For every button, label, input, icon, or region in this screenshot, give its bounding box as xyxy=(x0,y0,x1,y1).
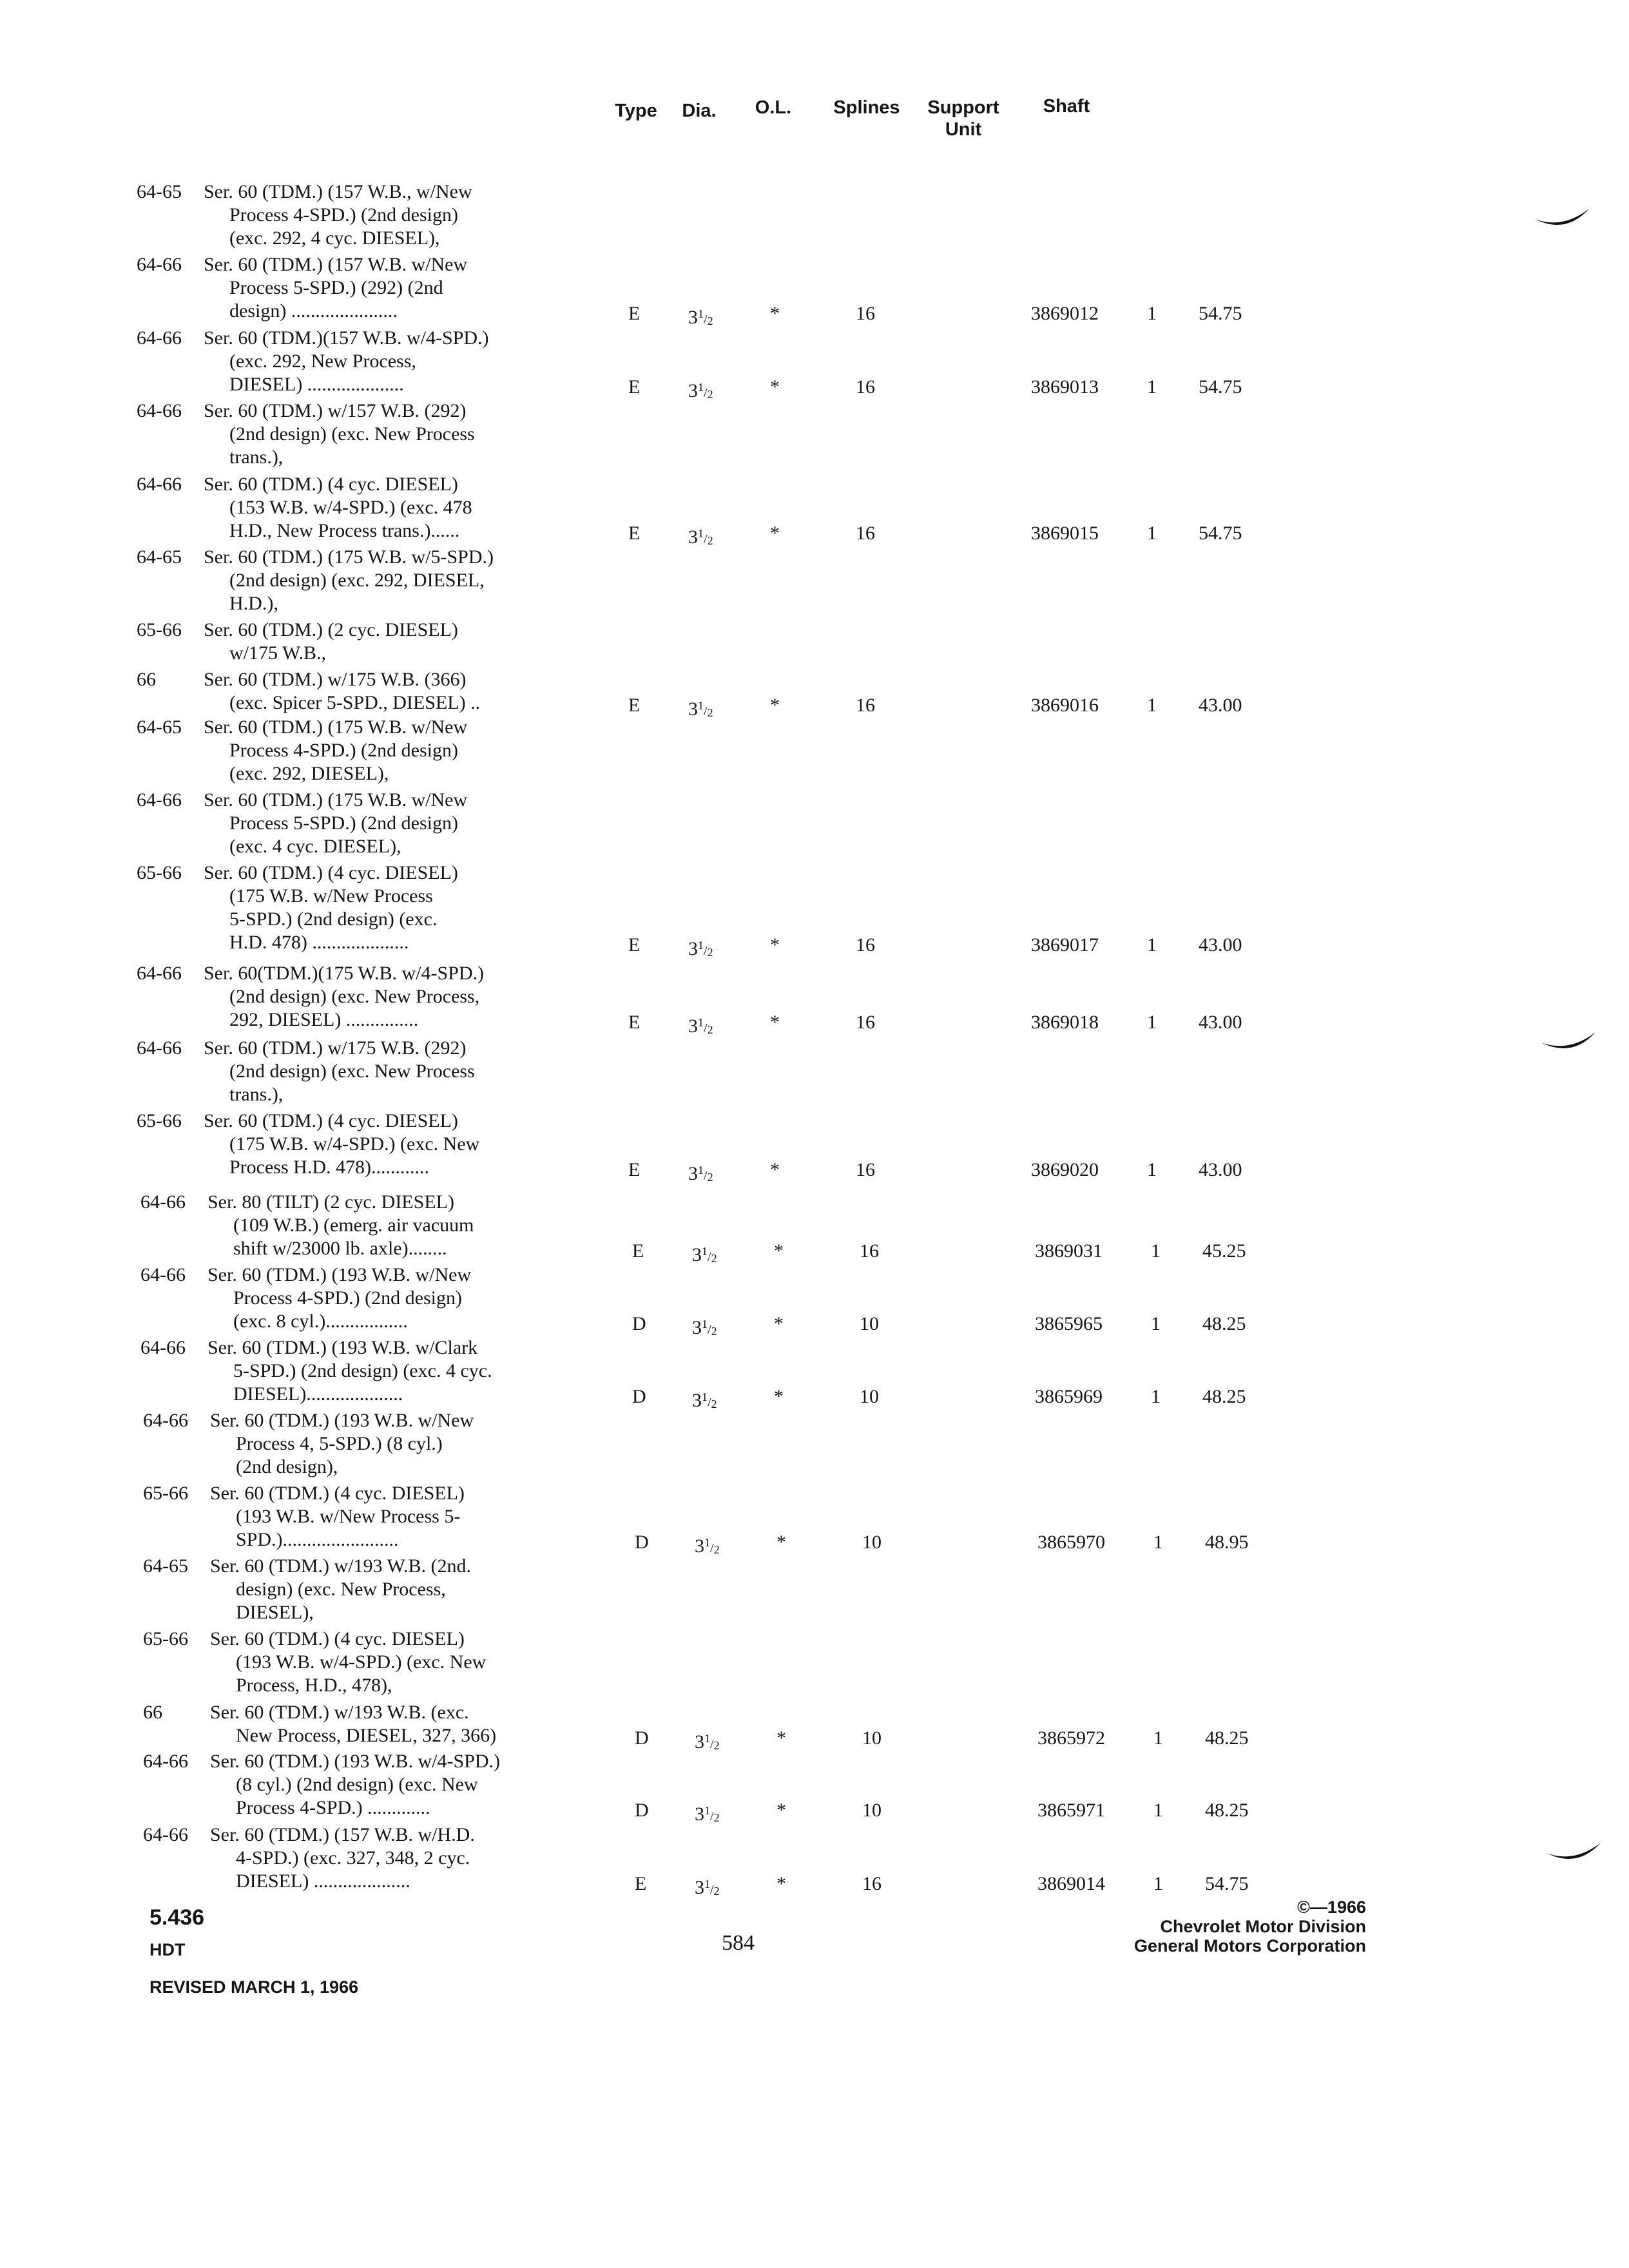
ol-cell: * xyxy=(770,695,780,716)
fraction-slash: / xyxy=(704,532,708,546)
page-number: 584 xyxy=(722,1931,755,1955)
fraction-slash: / xyxy=(708,1323,711,1337)
header-dia: Dia. xyxy=(682,101,717,121)
description-line: (2nd design) (exc. 292, DIESEL, xyxy=(229,570,485,591)
splines-cell: 10 xyxy=(860,1386,879,1407)
diameter-whole: 3 xyxy=(688,380,698,401)
diameter-cell xyxy=(695,1727,720,1757)
model-year: 64-65 xyxy=(137,546,182,568)
description-line: (2nd design) (exc. New Process, xyxy=(229,986,480,1007)
description-line: Ser. 60 (TDM.) w/175 W.B. (366) xyxy=(204,669,467,690)
description-line: Ser. 60 (TDM.) (175 W.B. w/New xyxy=(204,716,468,738)
diameter-denominator: 2 xyxy=(707,534,713,547)
diameter-denominator: 2 xyxy=(713,1811,720,1824)
description-line: (2nd design) (exc. New Process xyxy=(229,1061,475,1082)
fraction-slash: / xyxy=(710,1809,714,1823)
description-line: (175 W.B. w/4-SPD.) (exc. New xyxy=(229,1133,480,1155)
diameter-numerator: 1 xyxy=(698,307,704,320)
diameter-numerator: 1 xyxy=(698,939,704,952)
fraction-slash: / xyxy=(704,312,708,327)
splines-cell: 16 xyxy=(862,1873,882,1894)
part-number-cell: 3865965 xyxy=(1035,1313,1103,1334)
description-line: DIESEL) .................... xyxy=(229,374,404,395)
quantity-cell: 1 xyxy=(1147,695,1157,716)
description-line: 5-SPD.) (2nd design) (exc. 4 cyc. xyxy=(233,1360,492,1381)
quantity-cell: 1 xyxy=(1153,1800,1163,1821)
diameter-denominator: 2 xyxy=(713,1543,720,1556)
diameter-whole: 3 xyxy=(695,1535,704,1557)
description-line: H.D. 478) .................... xyxy=(229,932,409,953)
type-cell: D xyxy=(635,1800,649,1821)
splines-cell: 16 xyxy=(856,934,875,956)
header-type: Type xyxy=(615,101,657,121)
fraction-slash: / xyxy=(710,1541,714,1555)
description-line: H.D.), xyxy=(229,593,278,614)
diameter-cell xyxy=(688,522,713,552)
fraction-slash: / xyxy=(710,1737,714,1751)
description-line: Process H.D. 478)............ xyxy=(229,1157,429,1178)
ol-cell: * xyxy=(774,1313,784,1334)
ol-cell: * xyxy=(774,1386,784,1407)
diameter-denominator: 2 xyxy=(707,706,713,719)
price-cell: 48.95 xyxy=(1205,1532,1249,1553)
model-year: 64-66 xyxy=(140,1264,186,1285)
ol-cell: * xyxy=(770,934,780,956)
fraction-slash: / xyxy=(708,1250,711,1264)
price-cell: 48.25 xyxy=(1205,1800,1249,1821)
punch-hole-mark xyxy=(1534,206,1592,232)
model-year: 65-66 xyxy=(143,1628,188,1649)
diameter-numerator: 1 xyxy=(698,527,704,540)
price-cell: 48.25 xyxy=(1202,1313,1246,1334)
quantity-cell: 1 xyxy=(1153,1727,1163,1749)
diameter-whole: 3 xyxy=(688,1015,698,1037)
price-cell: 43.00 xyxy=(1199,934,1242,956)
model-year: 64-65 xyxy=(143,1555,188,1577)
ol-cell: * xyxy=(770,523,780,544)
part-number-cell: 3865969 xyxy=(1035,1386,1103,1407)
diameter-whole: 3 xyxy=(692,1244,702,1265)
description-line: (153 W.B. w/4-SPD.) (exc. 478 xyxy=(229,497,472,518)
description-line: trans.), xyxy=(229,1084,284,1105)
quantity-cell: 1 xyxy=(1147,934,1157,956)
diameter-numerator: 1 xyxy=(702,1245,708,1258)
splines-cell: 10 xyxy=(862,1800,882,1821)
diameter-numerator: 1 xyxy=(702,1390,708,1403)
description-line: (193 W.B. w/4-SPD.) (exc. New xyxy=(236,1651,487,1673)
section-code: HDT xyxy=(149,1940,186,1959)
part-number-cell: 3869018 xyxy=(1031,1012,1099,1033)
price-cell: 48.25 xyxy=(1202,1386,1246,1407)
model-year: 64-66 xyxy=(137,400,182,421)
description-line: DIESEL).................... xyxy=(233,1383,403,1405)
diameter-denominator: 2 xyxy=(713,1885,720,1898)
model-year: 64-66 xyxy=(137,254,182,275)
model-year: 64-65 xyxy=(137,716,182,738)
diameter-whole: 3 xyxy=(695,1877,704,1898)
quantity-cell: 1 xyxy=(1153,1873,1163,1894)
corporation-name: General Motors Corporation xyxy=(1133,1936,1366,1956)
diameter-numerator: 1 xyxy=(704,1804,710,1817)
description-line: (2nd design) (exc. New Process xyxy=(229,423,475,445)
description-line: Ser. 60 (TDM.)(157 W.B. w/4-SPD.) xyxy=(204,327,489,349)
type-cell: D xyxy=(635,1532,649,1553)
diameter-denominator: 2 xyxy=(711,1252,717,1265)
diameter-numerator: 1 xyxy=(698,699,704,712)
description-line: Ser. 60 (TDM.) (193 W.B. w/New xyxy=(207,1264,472,1285)
quantity-cell: 1 xyxy=(1147,376,1157,398)
diameter-cell xyxy=(692,1385,717,1416)
description-line: design) (exc. New Process, xyxy=(236,1579,446,1600)
model-year: 65-66 xyxy=(137,619,182,640)
ol-cell: * xyxy=(774,1240,784,1262)
ol-cell: * xyxy=(776,1873,786,1894)
description-line: Ser. 60 (TDM.) (4 cyc. DIESEL) xyxy=(210,1483,465,1504)
price-cell: 43.00 xyxy=(1199,695,1242,716)
diameter-numerator: 1 xyxy=(698,381,704,394)
description-line: Ser. 60 (TDM.) (193 W.B. w/New xyxy=(210,1410,474,1431)
splines-cell: 10 xyxy=(862,1727,882,1749)
model-year: 64-66 xyxy=(137,327,182,349)
description-line: (exc. 4 cyc. DIESEL), xyxy=(229,836,401,857)
diameter-denominator: 2 xyxy=(707,946,713,959)
model-year: 64-66 xyxy=(137,1037,182,1059)
quantity-cell: 1 xyxy=(1151,1313,1161,1334)
ol-cell: * xyxy=(776,1532,786,1553)
diameter-denominator: 2 xyxy=(707,388,713,401)
diameter-whole: 3 xyxy=(692,1390,702,1411)
type-cell: E xyxy=(628,1159,641,1180)
part-number-cell: 3869013 xyxy=(1031,376,1099,398)
fraction-slash: / xyxy=(704,944,708,958)
part-number-cell: 3869016 xyxy=(1031,695,1099,716)
description-line: DIESEL) .................... xyxy=(236,1870,410,1892)
quantity-cell: 1 xyxy=(1151,1240,1161,1262)
diameter-denominator: 2 xyxy=(711,1398,717,1410)
description-line: Ser. 60 (TDM.) (4 cyc. DIESEL) xyxy=(204,1110,458,1131)
splines-cell: 10 xyxy=(860,1313,879,1334)
fraction-slash: / xyxy=(704,1021,708,1035)
description-line: 4-SPD.) (exc. 327, 348, 2 cyc. xyxy=(236,1847,470,1869)
type-cell: E xyxy=(628,695,641,716)
division-name: Chevrolet Motor Division xyxy=(1160,1917,1366,1936)
quantity-cell: 1 xyxy=(1147,523,1157,544)
part-number-cell: 3869014 xyxy=(1037,1873,1105,1894)
diameter-denominator: 2 xyxy=(707,1023,713,1036)
description-line: (exc. 292, DIESEL), xyxy=(229,763,389,784)
fraction-slash: / xyxy=(704,1169,708,1183)
splines-cell: 16 xyxy=(860,1240,879,1262)
description-line: Ser. 60 (TDM.) w/157 W.B. (292) xyxy=(204,400,467,421)
section-number: 5.436 xyxy=(149,1905,205,1930)
ol-cell: * xyxy=(776,1800,786,1821)
model-year: 64-66 xyxy=(143,1410,188,1431)
header-support-unit: Support Unit xyxy=(927,97,999,140)
diameter-whole: 3 xyxy=(688,1163,698,1184)
diameter-numerator: 1 xyxy=(698,1164,704,1177)
diameter-cell xyxy=(688,1158,713,1189)
model-year: 65-66 xyxy=(143,1483,188,1504)
diameter-whole: 3 xyxy=(695,1731,704,1753)
description-line: Ser. 60 (TDM.) w/175 W.B. (292) xyxy=(204,1037,467,1059)
splines-cell: 16 xyxy=(856,303,875,324)
diameter-whole: 3 xyxy=(695,1803,704,1825)
description-line: design) ...................... xyxy=(229,300,398,322)
description-line: (2nd design), xyxy=(236,1456,338,1477)
description-line: (175 W.B. w/New Process xyxy=(229,885,433,907)
model-year: 66 xyxy=(137,669,156,690)
model-year: 66 xyxy=(143,1702,162,1723)
description-line: Ser. 80 (TILT) (2 cyc. DIESEL) xyxy=(207,1191,454,1213)
description-line: Ser. 60 (TDM.) (157 W.B. w/H.D. xyxy=(210,1824,475,1845)
type-cell: D xyxy=(635,1727,649,1749)
price-cell: 54.75 xyxy=(1199,376,1242,398)
description-line: Ser. 60(TDM.)(175 W.B. w/4-SPD.) xyxy=(204,963,485,984)
ol-cell: * xyxy=(770,303,780,324)
diameter-cell xyxy=(692,1240,717,1270)
model-year: 65-66 xyxy=(137,862,182,883)
diameter-denominator: 2 xyxy=(707,1171,713,1184)
description-line: DIESEL), xyxy=(236,1602,314,1623)
quantity-cell: 1 xyxy=(1147,303,1157,324)
description-line: Process 4-SPD.) (2nd design) xyxy=(229,740,458,761)
description-line: (exc. 292, New Process, xyxy=(229,351,416,372)
diameter-whole: 3 xyxy=(692,1317,702,1338)
description-line: Process 4, 5-SPD.) (8 cyl.) xyxy=(236,1433,443,1454)
description-line: Ser. 60 (TDM.) (4 cyc. DIESEL) xyxy=(204,862,458,883)
diameter-cell xyxy=(688,1011,713,1041)
diameter-cell xyxy=(688,694,713,724)
model-year: 64-66 xyxy=(140,1337,186,1358)
diameter-whole: 3 xyxy=(688,526,698,548)
type-cell: E xyxy=(628,1012,641,1033)
type-cell: E xyxy=(628,523,641,544)
description-line: 5-SPD.) (2nd design) (exc. xyxy=(229,908,438,930)
part-number-cell: 3869020 xyxy=(1031,1159,1099,1180)
diameter-cell xyxy=(695,1531,720,1561)
part-number-cell: 3869015 xyxy=(1031,523,1099,544)
part-number-cell: 3865971 xyxy=(1037,1800,1105,1821)
description-line: (193 W.B. w/New Process 5- xyxy=(236,1506,461,1527)
description-line: Ser. 60 (TDM.) (4 cyc. DIESEL) xyxy=(210,1628,465,1649)
type-cell: D xyxy=(632,1386,646,1407)
diameter-whole: 3 xyxy=(688,698,698,720)
splines-cell: 16 xyxy=(856,1159,875,1180)
quantity-cell: 1 xyxy=(1151,1386,1161,1407)
part-number-cell: 3869031 xyxy=(1035,1240,1103,1262)
model-year: 65-66 xyxy=(137,1110,182,1131)
type-cell: E xyxy=(628,934,641,956)
description-line: Ser. 60 (TDM.) (193 W.B. w/4-SPD.) xyxy=(210,1751,501,1772)
description-line: Ser. 60 (TDM.) (193 W.B. w/Clark xyxy=(207,1337,478,1358)
splines-cell: 16 xyxy=(856,695,875,716)
price-cell: 43.00 xyxy=(1199,1159,1242,1180)
model-year: 64-66 xyxy=(140,1191,186,1213)
model-year: 64-66 xyxy=(137,789,182,811)
part-number-cell: 3865972 xyxy=(1037,1727,1105,1749)
description-line: Ser. 60 (TDM.) (157 W.B. w/New xyxy=(204,254,468,275)
description-line: Ser. 60 (TDM.) w/193 W.B. (exc. xyxy=(210,1702,469,1723)
ol-cell: * xyxy=(770,1012,780,1033)
part-number-cell: 3869012 xyxy=(1031,303,1099,324)
description-line: Process 4-SPD.) (2nd design) xyxy=(229,204,458,226)
revised-date: REVISED MARCH 1, 1966 xyxy=(149,1977,359,1997)
description-line: (exc. 292, 4 cyc. DIESEL), xyxy=(229,227,440,249)
diameter-cell xyxy=(692,1312,717,1343)
model-year: 64-66 xyxy=(143,1751,188,1772)
description-line: (exc. 8 cyl.)................. xyxy=(233,1311,408,1332)
description-line: shift w/23000 lb. axle)........ xyxy=(233,1238,447,1259)
punch-hole-mark xyxy=(1545,1840,1603,1866)
price-cell: 43.00 xyxy=(1199,1012,1242,1033)
header-ol: O.L. xyxy=(755,97,792,118)
description-line: Ser. 60 (TDM.) (175 W.B. w/5-SPD.) xyxy=(204,546,494,568)
description-line: Process 5-SPD.) (292) (2nd xyxy=(229,277,443,298)
ol-cell: * xyxy=(770,376,780,398)
diameter-cell xyxy=(695,1872,720,1903)
description-line: Ser. 60 (TDM.) (157 W.B., w/New xyxy=(204,181,472,202)
description-line: Process, H.D., 478), xyxy=(236,1675,392,1696)
punch-hole-mark xyxy=(1540,1030,1598,1055)
price-cell: 48.25 xyxy=(1205,1727,1249,1749)
diameter-cell xyxy=(688,934,713,964)
diameter-numerator: 1 xyxy=(702,1318,708,1331)
diameter-cell xyxy=(688,302,713,332)
description-line: Process 4-SPD.) ............. xyxy=(236,1797,430,1818)
part-number-cell: 3865970 xyxy=(1037,1532,1105,1553)
description-line: Process 4-SPD.) (2nd design) xyxy=(233,1287,462,1309)
diameter-denominator: 2 xyxy=(707,314,713,327)
model-year: 64-66 xyxy=(143,1824,188,1845)
type-cell: D xyxy=(632,1313,646,1334)
type-cell: E xyxy=(632,1240,644,1262)
price-cell: 45.25 xyxy=(1202,1240,1246,1262)
quantity-cell: 1 xyxy=(1147,1012,1157,1033)
splines-cell: 16 xyxy=(856,1012,875,1033)
description-line: SPD.)........................ xyxy=(236,1529,399,1550)
fraction-slash: / xyxy=(704,386,708,400)
description-line: (8 cyl.) (2nd design) (exc. New xyxy=(236,1774,478,1795)
price-cell: 54.75 xyxy=(1205,1873,1249,1894)
description-line: Ser. 60 (TDM.) (2 cyc. DIESEL) xyxy=(204,619,458,640)
model-year: 64-66 xyxy=(137,474,182,495)
description-line: Process 5-SPD.) (2nd design) xyxy=(229,812,458,834)
type-cell: E xyxy=(635,1873,647,1894)
type-cell: E xyxy=(628,303,641,324)
quantity-cell: 1 xyxy=(1147,1159,1157,1180)
price-cell: 54.75 xyxy=(1199,303,1242,324)
description-line: Ser. 60 (TDM.) w/193 W.B. (2nd. xyxy=(210,1555,471,1577)
description-line: (exc. Spicer 5-SPD., DIESEL) .. xyxy=(229,692,481,713)
diameter-numerator: 1 xyxy=(704,1536,710,1549)
description-line: w/175 W.B., xyxy=(229,642,327,664)
description-line: Ser. 60 (TDM.) (4 cyc. DIESEL) xyxy=(204,474,458,495)
diameter-whole: 3 xyxy=(688,938,698,959)
type-cell: E xyxy=(628,376,641,398)
description-line: 292, DIESEL) ............... xyxy=(229,1009,419,1030)
header-splines: Splines xyxy=(833,97,900,118)
description-line: H.D., New Process trans.)...... xyxy=(229,520,460,541)
description-line: New Process, DIESEL, 327, 366) xyxy=(236,1725,497,1746)
description-line: (109 W.B.) (emerg. air vacuum xyxy=(233,1215,474,1236)
model-year: 64-65 xyxy=(137,181,182,202)
diameter-numerator: 1 xyxy=(704,1878,710,1890)
fraction-slash: / xyxy=(710,1883,714,1897)
splines-cell: 10 xyxy=(862,1532,882,1553)
diameter-denominator: 2 xyxy=(711,1325,717,1338)
diameter-numerator: 1 xyxy=(704,1732,710,1745)
fraction-slash: / xyxy=(704,704,708,718)
description-line: Ser. 60 (TDM.) (175 W.B. w/New xyxy=(204,789,468,811)
diameter-numerator: 1 xyxy=(698,1016,704,1029)
diameter-denominator: 2 xyxy=(713,1739,720,1752)
ol-cell: * xyxy=(770,1159,780,1180)
splines-cell: 16 xyxy=(856,523,875,544)
model-year: 64-66 xyxy=(137,963,182,984)
diameter-whole: 3 xyxy=(688,307,698,328)
description-line: trans.), xyxy=(229,447,284,468)
ol-cell: * xyxy=(776,1727,786,1749)
fraction-slash: / xyxy=(708,1396,711,1410)
header-shaft: Shaft xyxy=(1043,96,1090,117)
copyright: ©—1966 xyxy=(1297,1898,1366,1917)
price-cell: 54.75 xyxy=(1199,523,1242,544)
quantity-cell: 1 xyxy=(1153,1532,1163,1553)
part-number-cell: 3869017 xyxy=(1031,934,1099,956)
diameter-cell xyxy=(688,376,713,406)
diameter-cell xyxy=(695,1799,720,1829)
splines-cell: 16 xyxy=(856,376,875,398)
